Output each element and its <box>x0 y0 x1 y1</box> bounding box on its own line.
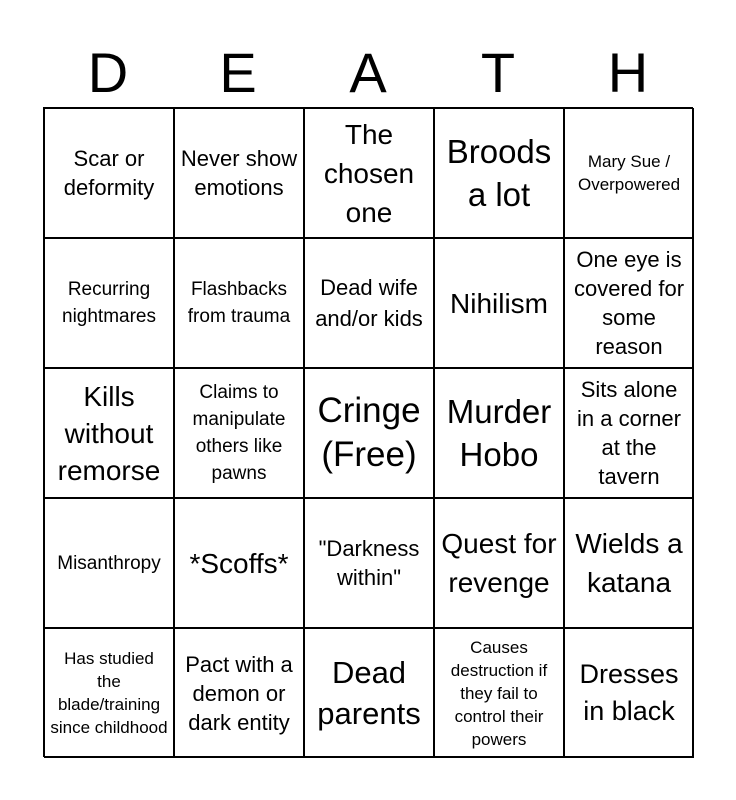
cell-text: Causes destruction if they fail to control their powers <box>450 637 548 749</box>
header-letter-a: A <box>349 41 387 104</box>
cell-text: Recurring nightmares <box>62 279 156 327</box>
cell-text: Pact with a demon or dark entity <box>185 651 293 735</box>
cell-text: Scar or deformity <box>63 146 155 200</box>
bingo-cell[interactable] <box>304 108 434 238</box>
bingo-cell[interactable] <box>44 498 174 628</box>
bingo-cell[interactable] <box>564 498 694 628</box>
cell-text: Mary Sue / Overpowered <box>577 152 681 194</box>
cell-text: Dresses in black <box>579 659 679 726</box>
cell-text: Cringe (Free) <box>317 391 421 474</box>
header-letter-h: H <box>607 41 649 104</box>
cell-text: Murder Hobo <box>446 393 552 473</box>
bingo-cell[interactable] <box>564 368 694 498</box>
cell-text: Misanthropy <box>57 552 161 574</box>
bingo-cell[interactable] <box>174 368 304 498</box>
cell-text: Sits alone in a corner at the tavern <box>577 377 681 489</box>
bingo-cell[interactable] <box>44 238 174 368</box>
bingo-header <box>43 40 693 106</box>
cell-text: Kills without remorse <box>57 380 161 486</box>
bingo-cell[interactable] <box>174 108 304 238</box>
cell-text: *Scoffs* <box>189 547 289 579</box>
cell-text: "Darkness within" <box>318 536 420 590</box>
bingo-cell[interactable] <box>564 628 694 758</box>
cell-text: Claims to manipulate others like pawns <box>192 382 286 484</box>
cell-text: Never show emotions <box>180 146 298 200</box>
bingo-cell[interactable] <box>434 628 564 758</box>
bingo-cell[interactable] <box>434 238 564 368</box>
bingo-cell[interactable] <box>304 238 434 368</box>
cell-text: Flashbacks from trauma <box>187 279 291 327</box>
bingo-cell[interactable] <box>44 368 174 498</box>
cell-text: Has studied the blade/training since childhood <box>50 649 168 737</box>
bingo-cell[interactable] <box>304 368 434 498</box>
bingo-cell[interactable] <box>174 238 304 368</box>
header-letter-t: T <box>480 41 516 104</box>
cell-text: Broods a lot <box>446 133 552 213</box>
cell-text: Dead wife and/or kids <box>315 275 423 331</box>
bingo-cell[interactable] <box>44 108 174 238</box>
bingo-cell[interactable] <box>304 628 434 758</box>
bingo-board <box>43 107 693 757</box>
cell-text: Wields a katana <box>575 528 683 598</box>
cell-text: Dead parents <box>317 655 421 731</box>
bingo-cell[interactable] <box>174 628 304 758</box>
bingo-cell[interactable] <box>434 498 564 628</box>
bingo-cell[interactable] <box>564 238 694 368</box>
bingo-cell[interactable] <box>174 498 304 628</box>
bingo-cell[interactable] <box>44 628 174 758</box>
cell-text: The chosen one <box>323 118 415 228</box>
cell-text: Nihilism <box>450 287 548 319</box>
bingo-cell[interactable] <box>564 108 694 238</box>
bingo-cell[interactable] <box>304 498 434 628</box>
header-letter-e: E <box>219 41 257 104</box>
cell-text: Quest for revenge <box>441 528 557 598</box>
bingo-cell[interactable] <box>434 108 564 238</box>
header-letter-d: D <box>87 41 129 104</box>
cell-text: One eye is covered for some reason <box>573 247 685 359</box>
bingo-cell[interactable] <box>434 368 564 498</box>
